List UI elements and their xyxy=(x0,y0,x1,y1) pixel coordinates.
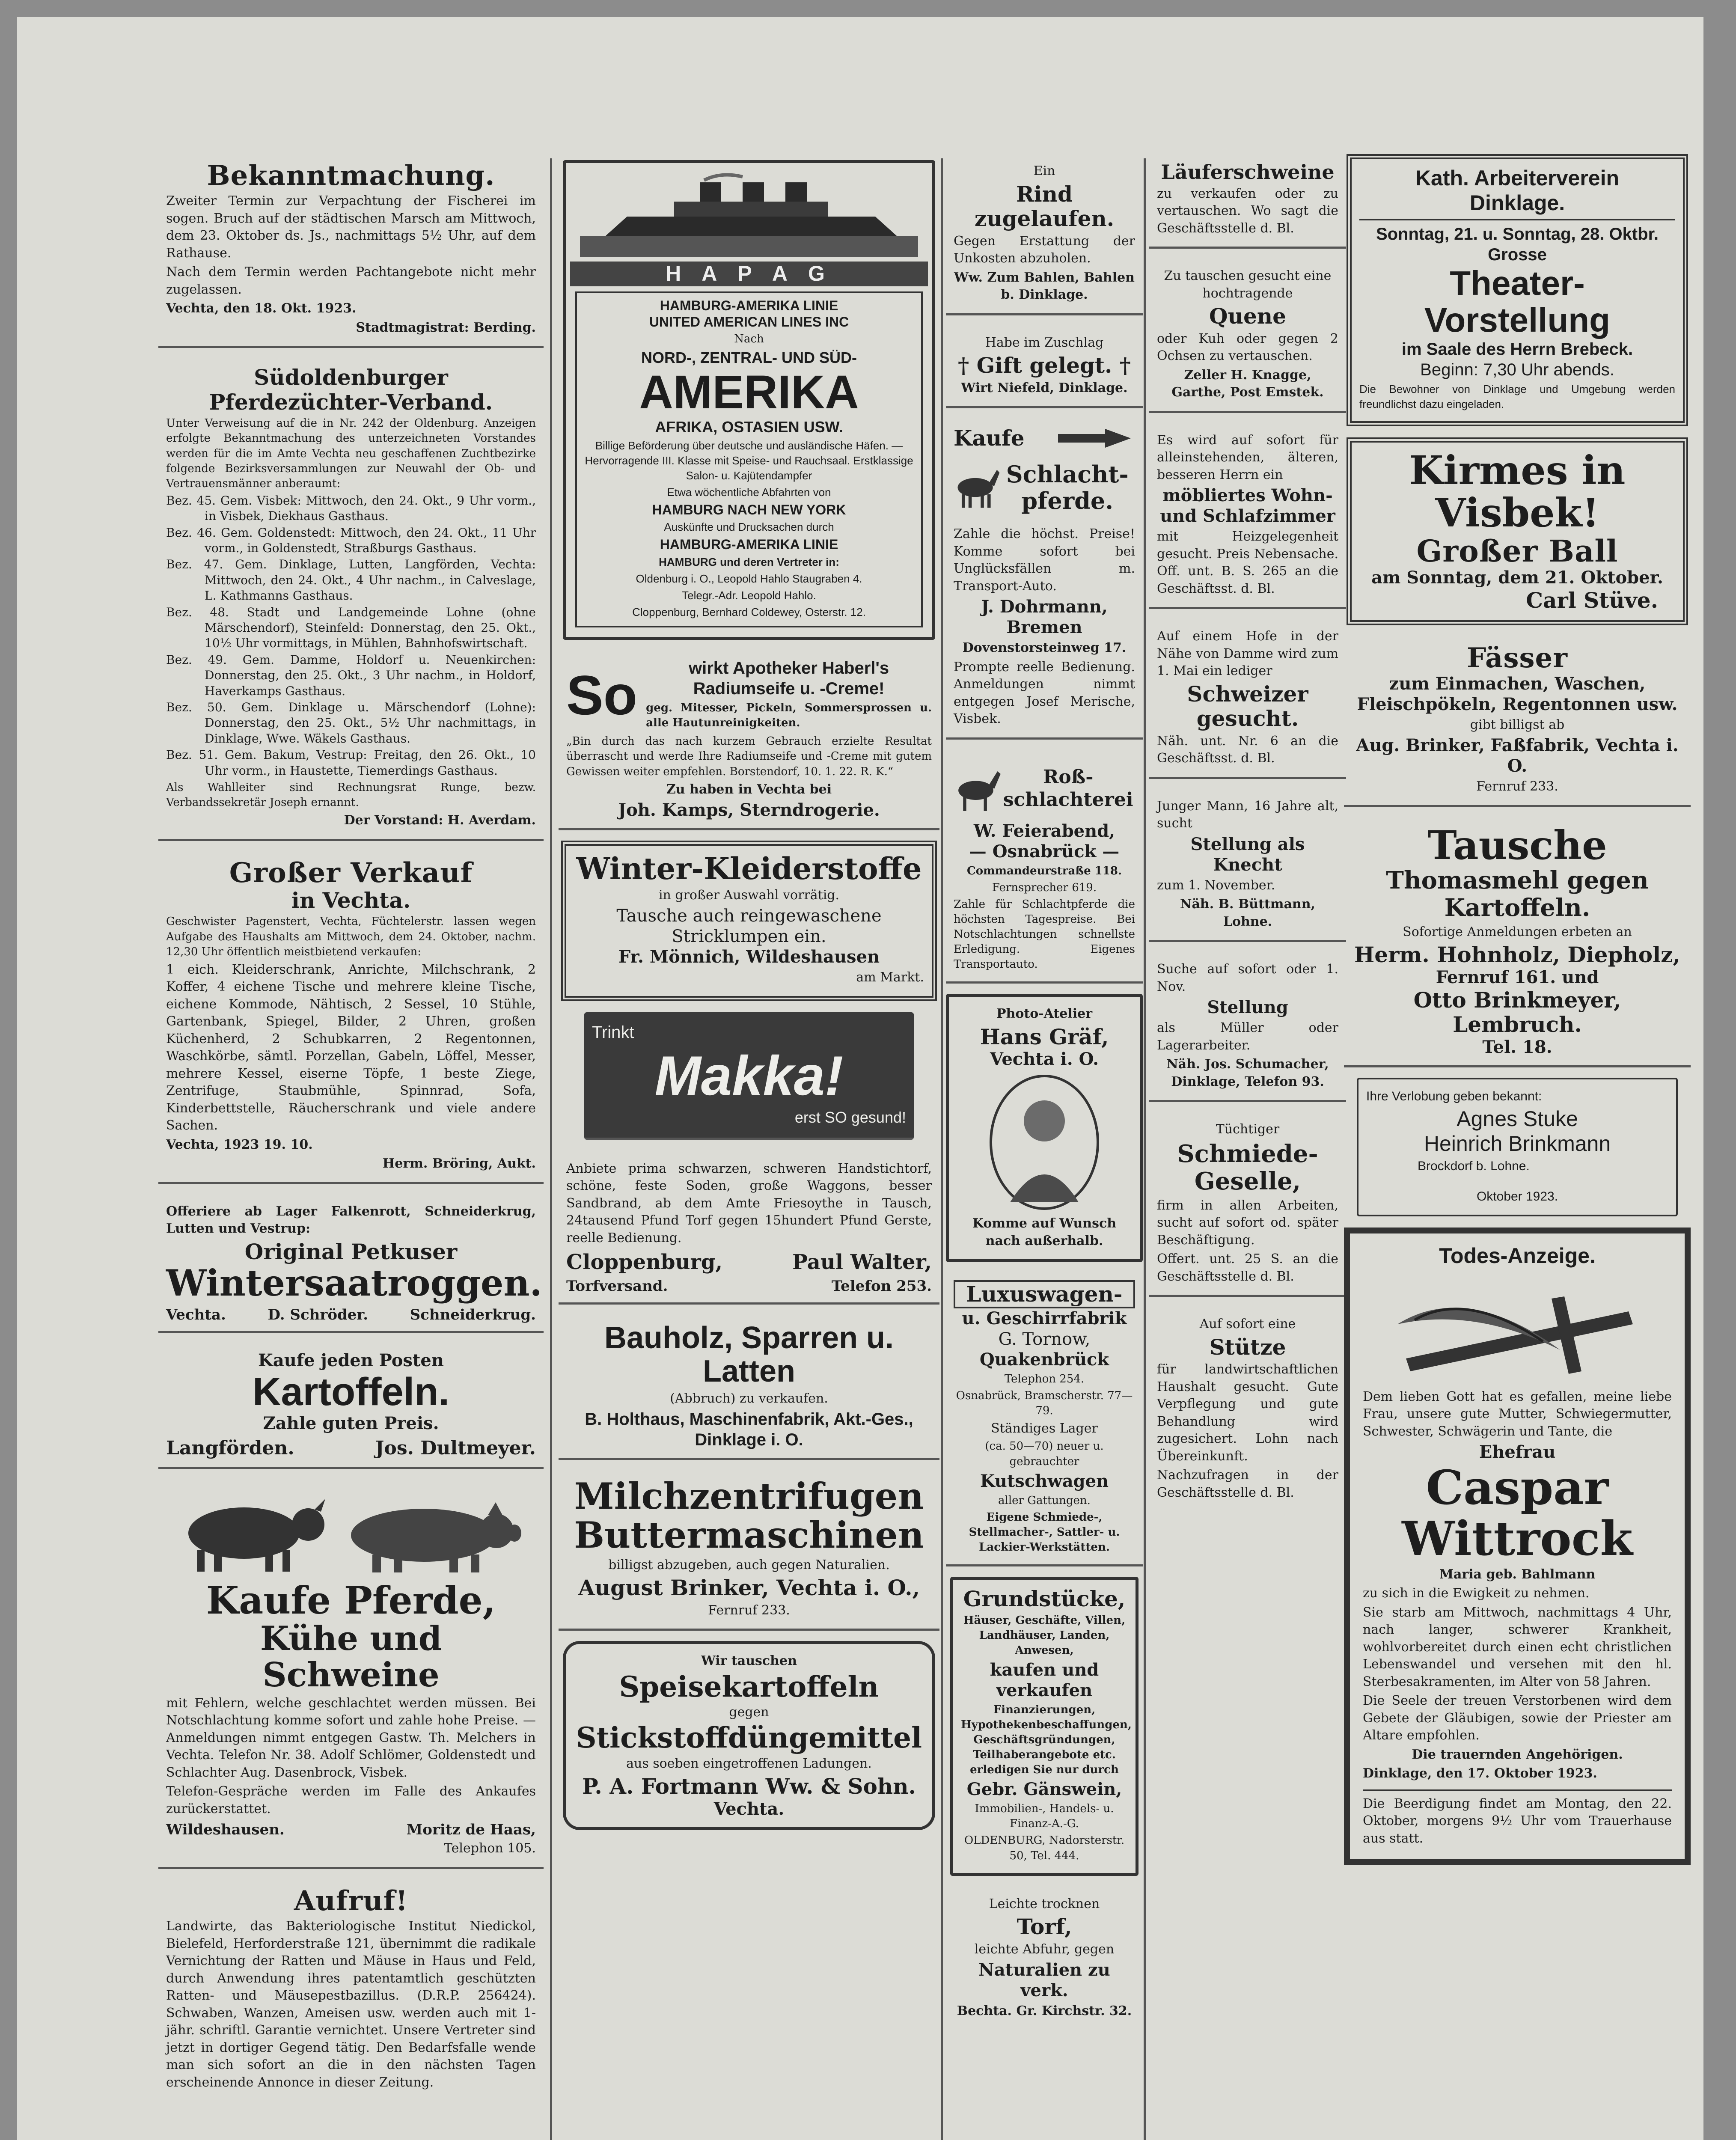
ad-title: Theater-Vorstellung xyxy=(1424,264,1611,339)
ad-text: Immobilien-, Handels- u. Finanz-A.-G. xyxy=(975,1802,1114,1831)
ad-name: Agnes Stuke xyxy=(1457,1107,1578,1131)
ad-title: Quene xyxy=(1209,303,1286,329)
ad-text: Junger Mann, 16 Jahre alt, sucht xyxy=(1157,798,1338,831)
ad-address: Osnabrück, Bramscherstr. 77—79. xyxy=(956,1389,1133,1417)
ad-address: OLDENBURG, Nadorsterstr. 50, Tel. 444. xyxy=(964,1834,1125,1862)
ad-phone: Fernruf 161. und xyxy=(1436,967,1599,987)
ad-date: Sonntag, 21. u. Sonntag, 28. Oktbr. xyxy=(1359,219,1675,244)
ad-speisekartoffeln xyxy=(563,1641,935,1830)
ad-signature: Otto Brinkmeyer, Lembruch. xyxy=(1413,987,1621,1037)
ad-title: Rind zugelaufen. xyxy=(974,181,1115,231)
list-item: Bez. 51. Gem. Bakum, Vestrup: Freitag, den 26. Okt., 10 Uhr vorm., in Haustette, Tiemerdings Gasthaus. xyxy=(166,748,536,778)
ad-title: Schlacht-pferde. xyxy=(1006,460,1129,514)
ad-text: aller Gattungen. xyxy=(998,1494,1091,1507)
ad-text: Torfversand. xyxy=(566,1278,668,1295)
ad-phone: Fernruf 233. xyxy=(1476,779,1558,794)
ad-place: — Osnabrück — xyxy=(969,841,1120,862)
ad-wintersaatroggen xyxy=(158,1195,544,1333)
ad-title: Schweizer gesucht. xyxy=(1187,681,1308,731)
ad-text: Nach dem Termin werden Pachtangebote nicht mehr zugelassen. xyxy=(166,265,536,297)
ad-text: Es wird auf sofort für alleinstehenden, älteren, besseren Herrn ein xyxy=(1157,432,1338,482)
ad-text: Telegr.-Adr. Leopold Hahlo. xyxy=(682,588,816,602)
ad-text: zum Einmachen, Waschen, Fleischpökeln, Regentonnen usw. xyxy=(1357,673,1678,714)
ad-title: Stickstoffdüngemittel xyxy=(576,1721,922,1755)
ad-signature: J. Dohrmann, Bremen xyxy=(981,597,1108,637)
ad-text: Gegen Erstattung der Unkosten abzuholen. xyxy=(954,233,1135,266)
pig-illustration xyxy=(351,1502,521,1572)
ad-text: Ihre Verlobung geben bekannt: xyxy=(1366,1089,1542,1103)
ad-text: Kaufe xyxy=(954,425,1025,451)
ad-text: Nach xyxy=(734,333,764,346)
ad-text: Ehefrau xyxy=(1479,1442,1556,1462)
ad-signature: B. Holthaus, Maschinenfabrik, Akt.-Ges., xyxy=(585,1410,913,1429)
ad-subtitle: Original Petkuser xyxy=(244,1239,458,1264)
ad-text: Radiumseife u. -Creme! xyxy=(693,679,885,698)
column-1 xyxy=(158,154,544,2140)
ad-address: Bechta. Gr. Kirchstr. 32. xyxy=(957,2003,1132,2019)
ad-place: Quakenbrück xyxy=(979,1349,1109,1370)
ad-text: u. Geschirrfabrik xyxy=(962,1308,1127,1329)
ad-phone: Telefon 253. xyxy=(831,1278,932,1295)
ad-title: Stellung als Knecht xyxy=(1190,834,1305,875)
ad-text: HAMBURG-AMERIKA LINIE xyxy=(660,537,838,553)
ad-text: Die Bewohner von Dinklage und Umgebung werden freundlichst dazu eingeladen. xyxy=(1359,382,1675,410)
ad-text: firm in allen Arbeiten, sucht auf sofort od. später Beschäftigung. xyxy=(1157,1198,1338,1248)
ad-place: am Markt. xyxy=(856,970,924,985)
ad-text: kaufen und verkaufen xyxy=(990,1659,1099,1700)
ad-text: Zahle für Schlachtpferde die höchsten Tagespreise. Bei Notschlachtungen schnellste Erledigung. Eigenes Transportauto. xyxy=(954,898,1135,971)
ad-title: Winter-Kleiderstoffe xyxy=(576,851,922,887)
ad-stuetze xyxy=(1149,1307,1346,1511)
ad-title: Fässer xyxy=(1467,642,1568,675)
ad-text: Offeriere ab Lager Falkenrott, Schneiderkrug, Lutten und Vestrup: xyxy=(166,1204,536,1236)
ad-text: Trinkt xyxy=(592,1022,634,1042)
ad-torf xyxy=(946,1887,1143,2030)
ad-place: Vechta. xyxy=(166,1306,226,1323)
ad-bauholz xyxy=(559,1315,939,1460)
ad-text: Auf einem Hofe in der Nähe von Damme wird zum 1. Mai ein lediger xyxy=(1157,629,1338,679)
livestock-illustration xyxy=(167,1490,535,1576)
obituary-todes-anzeige xyxy=(1344,1228,1691,1865)
ad-address: Dovenstorsteinweg 17. xyxy=(962,640,1127,655)
ad-signature: Näh. B. Büttmann, Lohne. xyxy=(1180,897,1315,929)
ad-phone: Fernsprecher 619. xyxy=(992,881,1097,894)
ad-text: gibt billigst ab xyxy=(1470,717,1565,732)
ad-title: Torf, xyxy=(1017,1914,1072,1940)
ad-text: AFRIKA, OSTASIEN USW. xyxy=(655,418,843,436)
ad-signature: Ww. Zum Bahlen, Bahlen b. Dinklage. xyxy=(954,270,1135,302)
ad-place: Vechta. xyxy=(713,1798,785,1819)
ad-text: Photo-Atelier xyxy=(996,1006,1093,1022)
ad-text: zu sich in die Ewigkeit zu nehmen. xyxy=(1363,1586,1590,1601)
ad-text: Unter Verweisung auf die in Nr. 242 der Oldenburg. Anzeigen erfolgte Bekanntmachung des unterzeichneten Vorstandes werden für die im Amte Vechta neu geschaffenen Zuchtbezirke folgende Bezirksversammlungen zur Neuwahl der Ob- und Vertrauensmänner anberaumt: xyxy=(166,417,536,490)
ad-text: Näh. unt. Nr. 6 an die Geschäftsst. d. Bl. xyxy=(1157,733,1338,766)
ad-signature: Jos. Dultmeyer. xyxy=(375,1437,536,1459)
ad-verlobung xyxy=(1357,1078,1678,1217)
list-item: Bez. 49. Gem. Damme, Holdorf u. Neuenkirchen: Donnerstag, den 25. Okt., 3 Uhr nachm., in Holdorf, Haverkamps Gasthaus. xyxy=(166,652,536,698)
ad-text: Kutschwagen xyxy=(980,1471,1109,1491)
ad-aufruf xyxy=(158,1879,544,2101)
column-3 xyxy=(946,154,1143,2140)
ad-text: HAMBURG und deren Vertreter in: xyxy=(659,555,839,568)
ad-signature: Zeller H. Knagge, Garthe, Post Emstek. xyxy=(1171,367,1324,400)
ad-place: Cloppenburg, xyxy=(566,1250,723,1275)
ad-date: am Sonntag, dem 21. Oktober. xyxy=(1371,567,1663,588)
ad-text: Zahle guten Preis. xyxy=(263,1413,439,1434)
list-item: Bez. 45. Gem. Visbek: Mittwoch, den 24. Okt., 9 Uhr vorm., in Visbek, Diekhaus Gasthaus. xyxy=(166,493,536,523)
ad-text: Ständiges Lager xyxy=(991,1421,1098,1436)
ad-title: Stütze xyxy=(1209,1334,1286,1360)
ad-text: wirkt Apotheker Haberl's xyxy=(688,659,889,678)
list-item: Bez. 47. Gem. Dinklage, Lutten, Langförden, Vechta: Mittwoch, den 24. Okt., 4 Uhr nachm., in Calveslage, L. Kathmanns Gasthaus. xyxy=(166,557,536,603)
ad-text: Prompte reelle Bedienung. Anmeldungen nimmt entgegen Josef Merische, Visbek. xyxy=(954,659,1135,726)
ad-title: Kirmes in Visbek! xyxy=(1409,447,1626,536)
ad-text: billigst abzugeben, auch gegen Naturalien. xyxy=(608,1557,890,1572)
ad-text: (Abbruch) zu verkaufen. xyxy=(670,1391,828,1406)
ad-title: Kühe und Schweine xyxy=(260,1619,442,1694)
ad-title: Südoldenburger Pferdezüchter-Verband. xyxy=(209,365,493,415)
ad-text: Sie starb am Mittwoch, nachmittags 4 Uhr, nach langer, schwerer Krankheit, wohlvorbereitet durch einen echt christlichen Lebenswandel und versehen mit den hl. Sterbesakramenten, im Alter von 58 Jahren. xyxy=(1363,1605,1672,1689)
ad-schweizer xyxy=(1149,619,1346,779)
ad-date: Vechta, den 18. Okt. 1923. xyxy=(166,301,357,316)
ad-makka xyxy=(584,1012,914,1140)
ad-date: Dinklage, den 17. Oktober 1923. xyxy=(1363,1766,1597,1781)
ad-text: Als Wahlleiter sind Rechnungsrat Runge, bezw. Verbandssekretär Joseph ernannt. xyxy=(166,781,536,809)
ad-text: in großer Auswahl vorrätig. xyxy=(658,887,840,903)
ad-subtitle: in Vechta. xyxy=(291,887,411,913)
ad-signature: W. Feierabend, xyxy=(973,820,1115,841)
ad-title: Großer Verkauf xyxy=(229,856,473,889)
ad-text: Cloppenburg, Bernhard Coldewey, Osterstr. 12. xyxy=(632,606,866,619)
ad-text: Billige Beförderung über deutsche und ausländische Häfen. — Hervorragende III. Klasse mit Speise- und Rauchsaal. Erstklassige Salon- u. Kajütendampfer xyxy=(585,439,913,482)
pointing-hand-icon xyxy=(1058,425,1135,451)
woman-portrait xyxy=(989,1074,1100,1211)
ad-text: mit Fehlern, welche geschlachtet werden müssen. Bei Notschlachtung komme sofort und zahle hohe Preise. — Anmeldungen nimmt entgegen Gastw. Th. Melchers in Vechta. Telefon Nr. 38. Adolf Schlömer, Goldenstedt und Schlachter Aug. Dasenbrock, Visbek. xyxy=(166,1695,536,1780)
ad-title: Tausche xyxy=(1427,822,1607,868)
ad-title: Luxuswagen- xyxy=(954,1280,1135,1308)
ad-rind xyxy=(946,154,1143,315)
ad-signature: Fr. Mönnich, Wildeshausen xyxy=(618,947,880,967)
ad-text: geg. Mitesser, Pickeln, Sommersprossen u. alle Hautunreinigkeiten. xyxy=(646,701,932,730)
ad-laeuferschweine xyxy=(1149,154,1346,249)
makka-logo: Makka! xyxy=(654,1044,844,1107)
ad-title: Bekanntmachung. xyxy=(207,160,495,192)
ad-text: Telefon-Gespräche werden im Falle des Ankaufes zurückerstattet. xyxy=(166,1784,536,1816)
ad-text: Tausche auch reingewaschene Stricklumpen ein. xyxy=(616,906,882,947)
ad-text: „Bin durch das nach kurzem Gebrauch erzielte Resultat überrascht und werde Ihre Radiumseife und -Creme mit gutem Gewissen weiter empfehlen. Borstendorf, 10. 1. 22. R. K.“ xyxy=(566,735,932,778)
ad-title: möbliertes Wohn- und Schlafzimmer xyxy=(1160,485,1335,526)
ad-title: Thomasmehl gegen Kartoffeln. xyxy=(1386,866,1649,922)
ad-phone: Fernruf 233. xyxy=(708,1602,790,1618)
ad-title: Naturalien zu verk. xyxy=(978,1960,1110,2001)
horse-illustration xyxy=(954,451,999,524)
ad-text: für landwirtschaftlichen Haushalt gesucht. Gute Verpflegung und gute Behandlung wird zugesichert. Lohn nach Übereinkunft. xyxy=(1157,1362,1338,1464)
ad-text: Zu haben in Vechta bei xyxy=(666,782,832,797)
ad-text: Landwirte, das Bakteriologische Institut Niedickol, Bielefeld, Herforderstraße 121, übernimmt die radikale Vernichtung der Ratten und Mäuse in Haus und Feld, durch Anwendung ihres patentamtlich geschützten Ratten- und Mäusepestbazillus. (D.R.P. 256424). Schwaben, Wanzen, Ameisen usw. werden auch mit 1-jähr. schriftl. Garantie vernichtet. Unsere Vertreter sind jetzt in dortiger Gegend tätig. Den Bedarfsfalle wende man sich sofort an die in den nächsten Tagen erscheinende Annonce in dieser Zeitung. xyxy=(166,1919,536,2090)
ad-date: Oktober 1923. xyxy=(1476,1189,1558,1204)
ad-text: zum 1. November. xyxy=(1157,877,1275,893)
ad-phone: Tel. 18. xyxy=(1482,1037,1552,1057)
ad-text: Finanzierungen, Hypothekenbeschaffungen, Geschäftsgründungen, Teilhaberangebote etc. erledigen Sie nur durch xyxy=(961,1703,1132,1777)
ad-title: Gift gelegt. xyxy=(976,353,1112,378)
ad-radiumseife xyxy=(559,651,939,830)
ad-place: Langförden. xyxy=(166,1437,294,1459)
ad-text: Zu tauschen gesucht eine hochtragende xyxy=(1164,268,1332,301)
ad-text: oder Kuh oder gegen 2 Ochsen zu vertauschen. xyxy=(1157,331,1338,364)
ad-title: Läuferschweine xyxy=(1161,160,1335,184)
deceased-name: Caspar Wittrock xyxy=(1402,1460,1633,1566)
ad-kaufe-pferde xyxy=(158,1479,544,1869)
ad-title: Speisekartoffeln xyxy=(619,1670,879,1703)
ad-text: Etwa wöchentliche Abfahrten von xyxy=(667,485,831,499)
ad-rossschlachterei xyxy=(946,750,1143,984)
ad-torf-walter xyxy=(559,1152,939,1305)
mourning-cross-palm xyxy=(1380,1273,1654,1384)
ad-text: Zweiter Termin zur Verpachtung der Fischerei im sogen. Bruch auf der städtischen Marsch am Mittwoch, dem 23. Oktober ds. Js., nachmittags 5½ Uhr, auf dem Rathause. xyxy=(166,193,536,261)
ad-text: NORD-, ZENTRAL- UND SÜD- xyxy=(641,349,857,367)
ad-place: Wildeshausen. xyxy=(166,1821,285,1839)
column-5 xyxy=(1344,154,1691,2140)
ad-knecht xyxy=(1149,789,1346,942)
ad-signature: D. Schröder. xyxy=(268,1306,369,1323)
ad-text: 1 eich. Kleiderschrank, Anrichte, Milchschrank, 2 Koffer, 4 eichene Tische und mehrere kleine Tische, eichene Kommode, Nähtisch, 2 Sessel, 10 Stühle, Gartenbank, Spiegel, Bilder, 2 Uhren, großen Küchenherd, 2 Schubkarren, 2 Regentonnen, Waschkörbe, sämtl. Porzellan, Gabeln, Löffel, Messer, mehrere Kessel, eiserne Töpfe, 1 beste Ziege, Zentrifuge, Staubmühle, Spinnrad, Sofa, Kinderbettstelle, Räucherschrank und viele andere Sachen. xyxy=(166,962,536,1133)
ad-quene xyxy=(1149,259,1346,413)
list-item: Bez. 48. Stadt und Landgemeinde Lohne (ohne Märschendorf), Steinfeld: Donnerstag, den 25. Okt., 10½ Uhr vormittags, in Mühlen, Bahnhofswirtschaft. xyxy=(166,605,536,651)
ad-text: Maria geb. Bahlmann xyxy=(1439,1566,1596,1582)
cross-icon: † xyxy=(958,353,969,378)
ad-title-row xyxy=(954,353,1135,378)
hapag-logo: H A P A G xyxy=(570,262,928,286)
ad-signature: Der Vorstand: H. Averdam. xyxy=(344,813,536,828)
ad-theater-vorstellung xyxy=(1347,154,1688,426)
ad-title: Wintersaatroggen. xyxy=(166,1262,542,1305)
ad-text: Anbiete prima schwarzen, schweren Handstichtorf, schöne, feste Soden, große Waggons, besser Sandbrand, ab dem Amte Friesoythe in Tausch, 24tausend Pfund Torf gegen 15hundert Pfund Gerste, reelle Bedienung. xyxy=(566,1161,932,1245)
ad-phone: Telephon 254. xyxy=(1004,1372,1085,1385)
ad-signature: Herm. Bröring, Aukt. xyxy=(382,1156,536,1171)
ad-text: Kaufe jeden Posten xyxy=(258,1350,444,1370)
ad-text: Sofortige Anmeldungen erbeten an xyxy=(1403,924,1632,939)
newspaper-page xyxy=(17,17,1703,2140)
ad-kartoffeln xyxy=(158,1343,544,1469)
ad-text: Dem lieben Gott hat es gefallen, meine liebe Frau, unsere gute Mutter, Schwiegermutter, Schwester, Schwägerin und Tante, die xyxy=(1363,1389,1672,1439)
ad-text: Suche auf sofort oder 1. Nov. xyxy=(1157,962,1338,994)
ad-title: Kartoffeln. xyxy=(253,1370,449,1414)
ad-title: Stellung xyxy=(1207,997,1288,1018)
ad-signature: Paul Walter, xyxy=(792,1250,932,1275)
ad-title: Aufruf! xyxy=(294,1884,408,1917)
ad-title: Todes-Anzeige. xyxy=(1439,1244,1596,1268)
ad-text: Nachzufragen in der Geschäftsstelle d. Bl. xyxy=(1157,1468,1338,1500)
ad-signature: Gebr. Gänswein, xyxy=(966,1779,1122,1800)
ad-signature: Joh. Kamps, Sterndrogerie. xyxy=(618,800,880,820)
ad-thomasmehl xyxy=(1344,817,1691,1067)
ad-signature: Carl Stüve. xyxy=(1526,587,1658,613)
ad-address: Commandeurstraße 118. xyxy=(967,864,1122,877)
ad-signature: Moritz de Haas, xyxy=(406,1821,536,1839)
ad-text: als Müller oder Lagerarbeiter. xyxy=(1157,1020,1338,1053)
ad-photo-atelier xyxy=(946,994,1143,1262)
ad-signature: G. Tornow, xyxy=(998,1329,1091,1349)
ad-signature: August Brinker, Vechta i. O., xyxy=(578,1575,920,1601)
ad-title: Schmiede-Geselle, xyxy=(1177,1139,1318,1196)
ad-title: Kaufe Pferde, xyxy=(206,1578,496,1623)
ad-faesser xyxy=(1344,636,1691,807)
ad-text: Die Beerdigung findet am Montag, den 22. Oktober, morgens 9½ Uhr vom Trauerhause aus statt. xyxy=(1363,1789,1672,1848)
ad-hapag xyxy=(563,160,935,640)
ad-text: Eigene Schmiede-, Stellmacher-, Sattler- u. Lackier-Werkstätten. xyxy=(969,1510,1120,1554)
ad-schmiedegeselle xyxy=(1149,1112,1346,1297)
ad-text: (ca. 50—70) neuer u. gebrauchter xyxy=(985,1440,1104,1468)
ad-grosser-verkauf xyxy=(158,851,544,1184)
ad-text: Tüchtiger xyxy=(1216,1122,1280,1137)
ad-title: Großer Ball xyxy=(1416,533,1618,569)
ad-signature: P. A. Fortmann Ww. & Sohn. xyxy=(582,1774,916,1799)
ad-gift xyxy=(946,326,1143,409)
ad-text: Wir tauschen xyxy=(701,1653,797,1669)
column-4 xyxy=(1149,154,1346,2140)
ad-text: Zahle die höchst. Preise! Komme sofort bei Unglücksfällen m. Transport-Auto. xyxy=(954,526,1135,594)
ad-title: Hans Gräf, xyxy=(980,1024,1109,1049)
ad-slogan: erst SO gesund! xyxy=(794,1109,906,1126)
column-rule xyxy=(941,158,943,2140)
ad-title: Milchzentrifugen xyxy=(574,1475,924,1518)
ad-text: aus soeben eingetroffenen Ladungen. xyxy=(626,1756,872,1771)
ad-text: Oldenburg i. O., Leopold Hahlo Staugraben 4. xyxy=(636,572,862,585)
ad-luxuswagen xyxy=(946,1273,1143,1566)
ad-title: So xyxy=(566,664,638,727)
ad-text: Habe im Zuschlag xyxy=(985,335,1104,350)
ad-winter-kleiderstoffe xyxy=(561,841,937,1001)
ad-text: Die Seele der treuen Verstorbenen wird dem Gebete der Gläubigen, sowie der Priester am Altare empfohlen. xyxy=(1363,1693,1672,1743)
list-item: Bez. 46. Gem. Goldenstedt: Mittwoch, den 24. Okt., 11 Uhr vorm., in Goldenstedt, Straßburgs Gasthaus. xyxy=(166,525,536,556)
column-rule xyxy=(550,158,552,2140)
ad-text: leichte Abfuhr, gegen xyxy=(974,1941,1115,1957)
announcement-bekanntmachung xyxy=(158,154,544,348)
ad-signature: Herm. Hohnholz, Diepholz, xyxy=(1354,942,1680,968)
ad-text: Häuser, Geschäfte, Villen, Landhäuser, Landen, Anwesen, xyxy=(963,1614,1126,1657)
ad-text: Komme auf Wunsch nach außerhalb. xyxy=(972,1216,1117,1248)
ad-text: Ein xyxy=(1033,163,1055,178)
ad-text: UNITED AMERICAN LINES INC xyxy=(649,314,849,330)
list-item: Bez. 50. Gem. Dinklage u. Märschendorf (Lohne): Donnerstag, den 25. Okt., 5½ Uhr nachmittags, in Dinklage, Wwe. Wäkels Gasthaus. xyxy=(166,700,536,746)
ad-text: Auf sofort eine xyxy=(1199,1317,1296,1332)
ad-text: HAMBURG NACH NEW YORK xyxy=(652,502,846,517)
ad-text: Leichte trocknen xyxy=(989,1896,1100,1911)
ad-phone: Telephon 105. xyxy=(443,1841,536,1856)
column-2 xyxy=(559,154,939,2140)
ad-milchzentrifugen xyxy=(559,1470,939,1631)
ad-grundstuecke xyxy=(950,1577,1139,1876)
ad-text: Offert. unt. 25 S. an die Geschäftsstelle d. Bl. xyxy=(1157,1251,1338,1284)
ad-text: Auskünfte und Drucksachen durch xyxy=(664,520,834,534)
ad-title: Kath. Arbeiterverein xyxy=(1415,166,1620,190)
ad-place: Vechta i. O. xyxy=(990,1049,1099,1070)
ad-signature: Stadtmagistrat: Berding. xyxy=(356,320,536,335)
ad-title: Bauholz, Sparren u. Latten xyxy=(604,1321,894,1388)
steamship-illustration xyxy=(580,172,918,257)
ad-place: Brockdorf b. Lohne. xyxy=(1418,1159,1530,1174)
ad-name: Heinrich Brinkmann xyxy=(1424,1131,1611,1156)
ad-place: Schneiderkrug. xyxy=(410,1306,536,1323)
ad-signature: Näh. Jos. Schumacher, Dinklage, Telefon 93. xyxy=(1166,1057,1329,1089)
ad-schlachtpferde xyxy=(946,419,1143,740)
ad-text: gegen xyxy=(729,1704,769,1720)
ad-stellung xyxy=(1149,952,1346,1102)
ad-text: mit Heizgelegenheit gesucht. Preis Nebensache. Off. unt. B. S. 265 an die Geschäftsst. d. Bl. xyxy=(1157,529,1338,596)
ad-title: AMERIKA xyxy=(639,366,859,419)
ad-text: Geschwister Pagenstert, Vechta, Füchtelerstr. lassen wegen Aufgabe des Haushalts am Mittwoch, dem 24. Oktober, nachm. 12,30 Uhr öffentlich meistbietend verkaufen: xyxy=(166,915,536,958)
cross-icon: † xyxy=(1119,353,1131,378)
ad-signature: Die trauernden Angehörigen. xyxy=(1412,1747,1623,1762)
horse-illustration xyxy=(954,757,1001,821)
ad-place: Dinklage i. O. xyxy=(695,1430,803,1450)
ad-title: Roß-schlachterei xyxy=(1003,766,1133,811)
ad-text: im Saale des Herrn Brebeck. xyxy=(1401,339,1633,359)
column-rule xyxy=(1144,158,1146,2140)
ad-text: HAMBURG-AMERIKA LINIE xyxy=(660,297,838,313)
ad-title: Dinklage. xyxy=(1469,190,1565,215)
ad-time: Beginn: 7,30 Uhr abends. xyxy=(1420,360,1614,379)
ad-signature: Aug. Brinker, Faßfabrik, Vechta i. O. xyxy=(1356,735,1679,776)
ad-date: Vechta, 1923 19. 10. xyxy=(166,1137,313,1152)
ad-wohnzimmer xyxy=(1149,423,1346,609)
ad-text: zu verkaufen oder zu vertauschen. Wo sagt die Geschäftsstelle d. Bl. xyxy=(1157,186,1338,236)
ad-kirmes xyxy=(1347,437,1688,625)
announcement-pferdezuechter xyxy=(158,358,544,841)
ad-text: Grosse xyxy=(1488,245,1547,264)
ad-title: Grundstücke, xyxy=(963,1586,1126,1611)
cattle-illustration xyxy=(188,1499,325,1572)
ad-signature: Wirt Niefeld, Dinklage. xyxy=(961,380,1128,395)
ad-title: Buttermaschinen xyxy=(574,1513,924,1556)
